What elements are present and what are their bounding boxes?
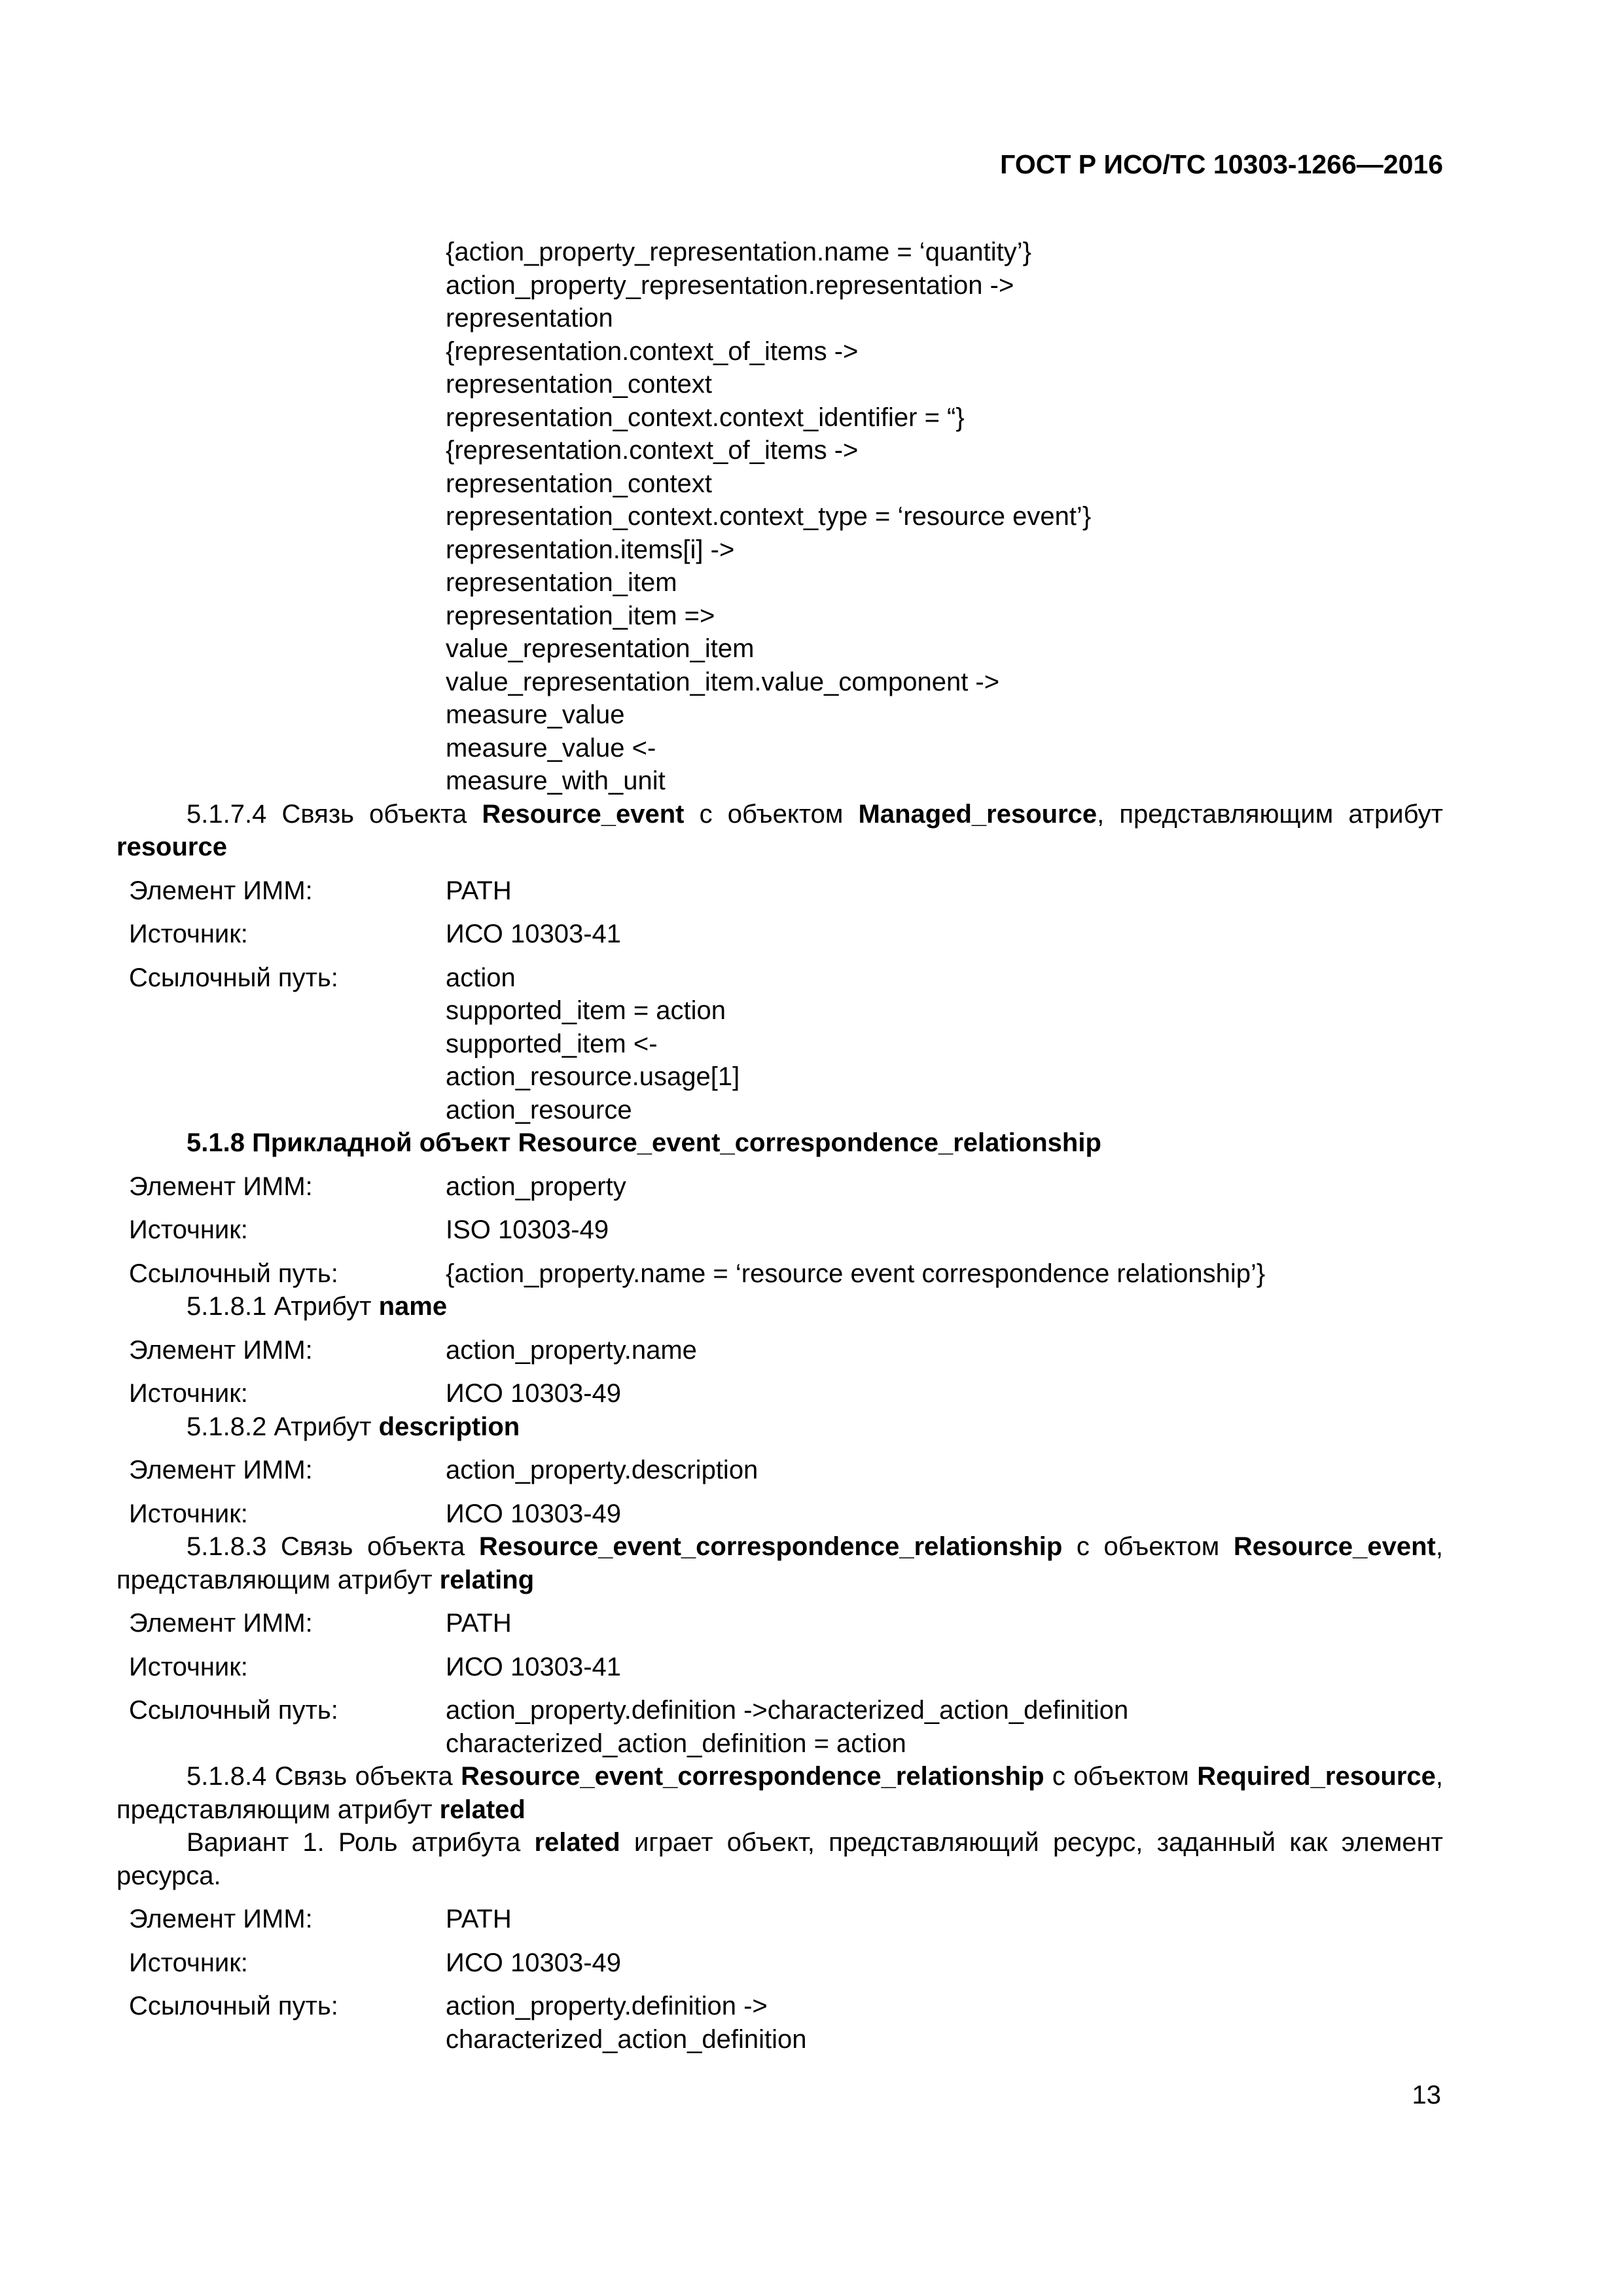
- row-value: ISO 10303-49: [446, 1215, 609, 1244]
- text-run: играет объект, представляющий ресурс, заданный как элемент ресурса.: [116, 1828, 1443, 1890]
- attribute-name: related: [534, 1828, 620, 1857]
- text-run: , представляющим атрибут: [116, 1532, 1443, 1594]
- mim-element-row: [116, 1903, 1443, 1936]
- path-line: characterized_action_definition: [446, 2024, 807, 2054]
- row-value: action_property.name: [446, 1335, 697, 1365]
- text-run: , представляющим атрибут: [1097, 799, 1443, 829]
- row-label: Источник:: [129, 1215, 248, 1244]
- row-value: PATH: [446, 1905, 512, 1933]
- code-line: representation_context: [446, 370, 712, 399]
- row-label: Источник:: [129, 1379, 248, 1408]
- row-value: PATH: [446, 1609, 512, 1638]
- source-row: [116, 1377, 1443, 1410]
- section-5-1-8-4-heading: [116, 1760, 1443, 1826]
- row-value: [446, 961, 1443, 1127]
- text-run: с объектом: [1062, 1532, 1234, 1561]
- code-line: value_representation_item.value_component ->: [446, 667, 1000, 696]
- code-line: action_property_representation.representation ->: [446, 270, 1014, 300]
- text-run: 5.1.7.4 Связь объекта: [187, 799, 482, 829]
- path-line: characterized_action_definition = action: [446, 1729, 906, 1758]
- reference-path-row: [116, 1694, 1443, 1760]
- entity-name: Resource_event: [482, 799, 685, 829]
- row-value: ИСО 10303-41: [446, 1652, 622, 1681]
- entity-name: Resource_event_correspondence_relationship: [478, 1532, 1063, 1561]
- code-line: representation_item: [446, 568, 677, 597]
- code-line: value_representation_item: [446, 634, 755, 663]
- row-label: Источник:: [129, 1948, 248, 1977]
- row-value: PATH: [446, 876, 512, 905]
- page-content: [116, 236, 1443, 2056]
- text-run: 5.1.8.4 Связь объекта: [187, 1762, 461, 1791]
- row-label: Элемент ИММ:: [129, 1609, 313, 1638]
- row-label: Ссылочный путь:: [129, 963, 338, 992]
- row-label: Элемент ИММ:: [129, 1456, 313, 1484]
- row-label: Источник:: [129, 1652, 248, 1681]
- row-label: Элемент ИММ:: [129, 876, 313, 905]
- attribute-name: resource: [116, 833, 227, 861]
- entity-name: Managed_resource: [858, 799, 1097, 829]
- section-5-1-8-3-heading: [116, 1530, 1443, 1596]
- attribute-name: related: [439, 1795, 526, 1824]
- code-line: representation_item =>: [446, 601, 715, 630]
- reference-path-row: [116, 1990, 1443, 2056]
- row-label: Источник:: [129, 1499, 248, 1528]
- reference-path-row: [116, 961, 1443, 1127]
- text-run: Вариант 1. Роль атрибута: [187, 1828, 535, 1857]
- row-value: action_property.description: [446, 1456, 758, 1484]
- row-label: Источник:: [129, 920, 248, 948]
- entity-name: Resource_event: [1233, 1532, 1436, 1561]
- row-label: Ссылочный путь:: [129, 1259, 338, 1288]
- row-label: Ссылочный путь:: [129, 1696, 338, 1725]
- code-line: representation_context: [446, 469, 712, 498]
- row-value: ИСО 10303-49: [446, 1948, 622, 1977]
- row-label: Элемент ИММ:: [129, 1905, 313, 1933]
- source-row: [116, 1651, 1443, 1684]
- path-line: action_resource: [446, 1095, 632, 1124]
- text-run: 5.1.8.2 Атрибут: [187, 1412, 379, 1441]
- page-number: 13: [1412, 2081, 1441, 2109]
- attribute-name: relating: [439, 1565, 535, 1594]
- code-line: measure_value <-: [446, 733, 656, 762]
- row-value: [446, 1990, 1443, 2056]
- attribute-name: name: [378, 1292, 448, 1321]
- code-line: representation_context.context_type = ‘resource event’}: [446, 502, 1092, 531]
- row-value: ИСО 10303-49: [446, 1499, 622, 1528]
- text-run: 5.1.8.3 Связь объекта: [187, 1532, 479, 1561]
- code-line: representation.items[i] ->: [446, 535, 735, 564]
- row-value: action_property: [446, 1172, 626, 1201]
- mim-element-row: [116, 1607, 1443, 1640]
- code-line: measure_with_unit: [446, 766, 666, 795]
- code-line: {representation.context_of_items ->: [446, 336, 859, 366]
- path-line: supported_item <-: [446, 1029, 658, 1058]
- mim-element-row: [116, 874, 1443, 908]
- path-line: supported_item = action: [446, 996, 726, 1025]
- code-line: measure_value: [446, 700, 625, 729]
- code-line: representation_context.context_identifier = “}: [446, 403, 965, 432]
- section-5-1-8-heading: 5.1.8 Прикладной объект Resource_event_correspondence_relationship: [187, 1128, 1101, 1157]
- row-label: Элемент ИММ:: [129, 1335, 313, 1365]
- entity-name: Resource_event_correspondence_relationship: [461, 1762, 1044, 1791]
- variant-1-paragraph: [116, 1826, 1443, 1892]
- section-5-1-8-2-heading: [116, 1410, 1443, 1444]
- entity-name: Required_resource: [1197, 1762, 1436, 1791]
- code-line: {action_property_representation.name = ‘quantity’}: [446, 238, 1032, 266]
- section-5-1-8-1-heading: [116, 1290, 1443, 1323]
- path-line: action_resource.usage[1]: [446, 1062, 740, 1091]
- text-run: 5.1.8.1 Атрибут: [187, 1292, 379, 1321]
- row-value: [446, 1694, 1443, 1760]
- code-line: representation: [446, 304, 613, 332]
- mim-element-row: [116, 1170, 1443, 1204]
- section-5-1-7-4-heading: [116, 798, 1443, 864]
- path-line: action_property.definition ->characterized_action_definition: [446, 1696, 1129, 1725]
- source-row: [116, 918, 1443, 951]
- text-run: с объектом: [1044, 1762, 1198, 1791]
- source-row: [116, 1498, 1443, 1531]
- text-run: с объектом: [684, 799, 859, 829]
- row-label: Ссылочный путь:: [129, 1992, 338, 2020]
- document-code-header: ГОСТ Р ИСО/ТС 10303-1266—2016: [1000, 149, 1443, 179]
- code-line: {representation.context_of_items ->: [446, 436, 859, 465]
- path-line: action_property.definition ->: [446, 1992, 768, 2020]
- row-value: ИСО 10303-41: [446, 920, 622, 948]
- reference-path-row: [116, 1257, 1443, 1291]
- attribute-name: description: [378, 1412, 520, 1441]
- source-row: [116, 1946, 1443, 1980]
- row-value: {action_property.name = ‘resource event correspondence relationship’}: [446, 1259, 1266, 1288]
- mim-element-row: [116, 1334, 1443, 1367]
- path-line: action: [446, 963, 516, 992]
- source-row: [116, 1213, 1443, 1247]
- row-value: ИСО 10303-49: [446, 1379, 622, 1408]
- row-label: Элемент ИММ:: [129, 1172, 313, 1201]
- mim-element-row: [116, 1454, 1443, 1487]
- intro-reference-path: [446, 236, 1443, 798]
- text-run: , представляющим атрибут: [116, 1762, 1443, 1824]
